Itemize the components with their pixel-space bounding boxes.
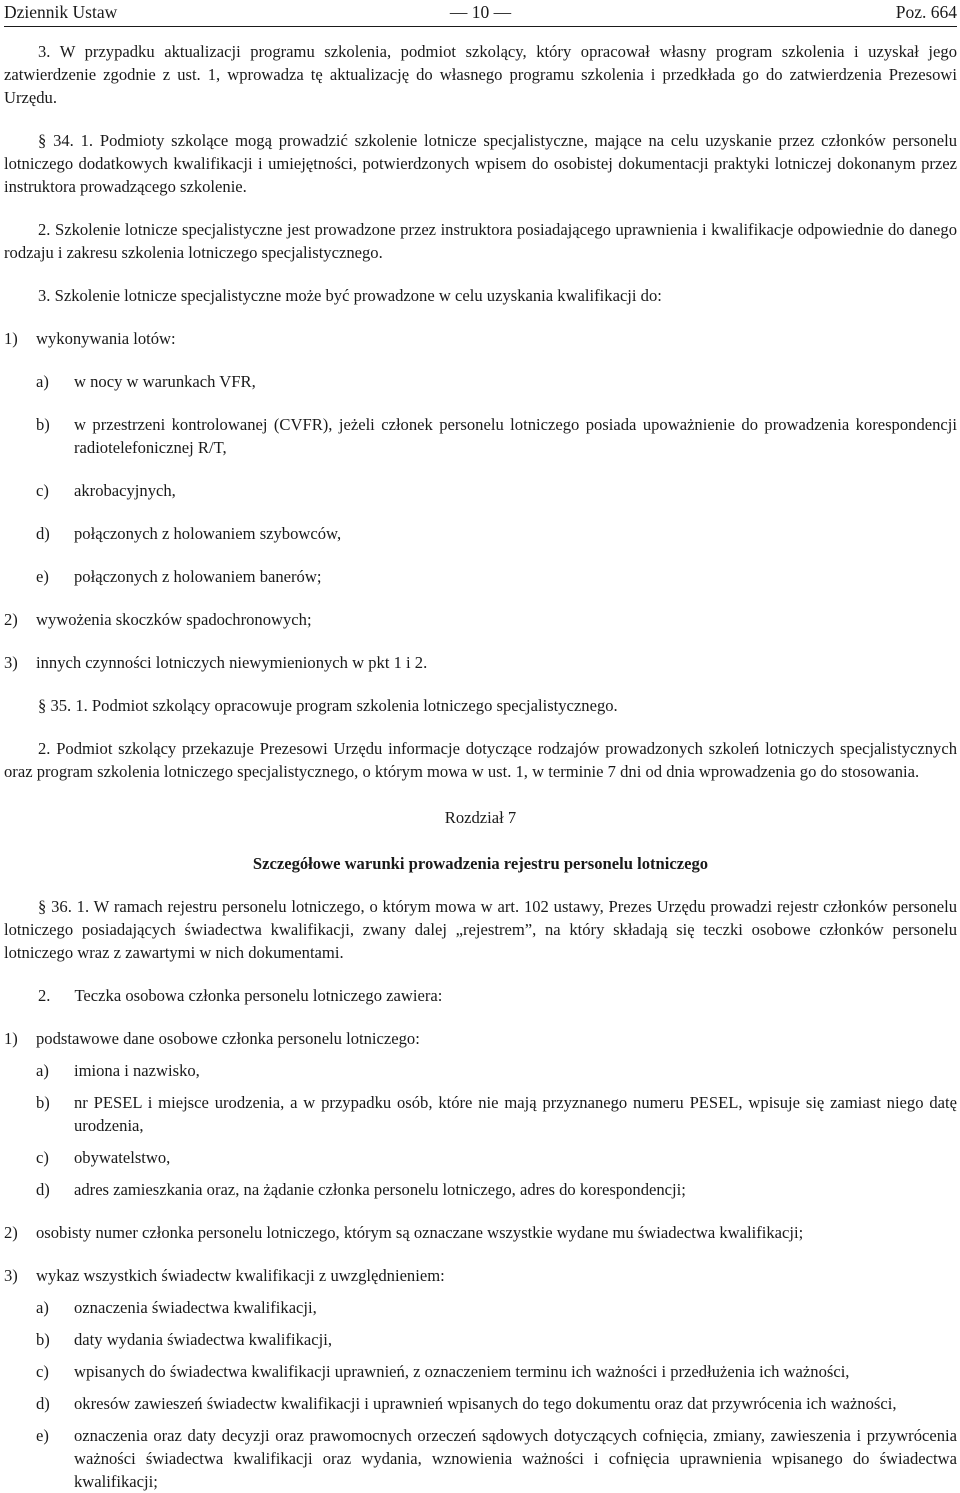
position-number: Poz. 664 [895, 2, 957, 22]
list-item-text: wywożenia skoczków spadochronowych; [36, 610, 312, 629]
document-body [4, 27, 957, 1493]
sub-list-item [4, 1392, 957, 1415]
sub-item-text: oznaczenia oraz daty decyzji oraz prawomocnych orzeczeń sądowych dotyczących cofnięcia, zmiany, zawieszenia i przywrócenia ważności świadectwa kwalifikacji oraz wydania, wznowienia ważności i cofnięcia uprawnienia wpisanego do świadectwa kwalifikacji; [74, 1426, 957, 1491]
sub-item-label-text: a) [36, 1298, 49, 1317]
sub-item-label [4, 1091, 74, 1137]
sub-item-text: okresów zawieszeń świadectw kwalifikacji i uprawnień wpisanych do tego dokumentu oraz dat przywrócenia ich ważności, [74, 1394, 897, 1413]
section-36-paragraph-1: § 36. 1. W ramach rejestru personelu lotniczego, o którym mowa w art. 102 ustawy, Prezes Urzędu prowadzi rejestr członków personelu lotniczego posiadających świadectwa kwalifikacji, zwany dalej „rejestrem”, na który składają się teczki osobowe członków personelu lotniczego wraz z zawartymi w nich dokumentami. [4, 897, 957, 962]
sub-list-item [4, 1091, 957, 1137]
page-header [4, 0, 957, 27]
sub-item-label-text: c) [36, 481, 49, 500]
list-item [4, 651, 957, 674]
sub-item-text: w przestrzeni kontrolowanej (CVFR), jeżeli członek personelu lotniczego posiada upoważnienie do prowadzenia korespondencji radiotelefonicznej R/T, [74, 415, 957, 457]
sub-item-label-text: d) [36, 1180, 50, 1199]
sub-list-item [4, 1424, 957, 1493]
sub-item-label-text: e) [36, 1426, 49, 1445]
sub-item-label [4, 370, 74, 393]
list-item-label: 2) [4, 1223, 18, 1242]
sub-list-item [4, 1328, 957, 1351]
sub-item-text: połączonych z holowaniem szybowców, [74, 524, 342, 543]
sub-item-label [4, 1146, 74, 1169]
sub-item-label-text: b) [36, 1330, 50, 1349]
section-36-paragraph-2 [4, 984, 957, 1007]
sub-list-item [4, 413, 957, 459]
list-item-text: wykonywania lotów: [36, 329, 176, 348]
list-item-label: 3) [4, 1266, 18, 1285]
sub-item-label [4, 413, 74, 459]
list-item-text: wykaz wszystkich świadectw kwalifikacji z uwzględnieniem: [36, 1266, 445, 1285]
sub-item-label [4, 1296, 74, 1319]
sub-item-label [4, 565, 74, 588]
sub-item-label-text: d) [36, 1394, 50, 1413]
sub-list-item [4, 522, 957, 545]
list-item-label: 2) [4, 610, 18, 629]
sub-list-item [4, 479, 957, 502]
list-item [4, 1221, 957, 1244]
chapter-title: Szczegółowe warunki prowadzenia rejestru personelu lotniczego [252, 854, 709, 873]
sub-item-label-text: c) [36, 1362, 49, 1381]
list-item-label: 1) [4, 329, 18, 348]
sub-item-label [4, 522, 74, 545]
paragraph-update-program: 3. W przypadku aktualizacji programu szkolenia, podmiot szkolący, który opracował własny program szkolenia i uzyskał jego zatwierdzenie zgodnie z ust. 1, wprowadza tę aktualizację do własnego programu szkolenia i przedkłada go do zatwierdzenia Prezesowi Urzędu. [4, 42, 957, 107]
sub-item-label-text: d) [36, 524, 50, 543]
sub-item-label [4, 1360, 74, 1383]
sub-item-label-text: b) [36, 1093, 50, 1112]
journal-title: Dziennik Ustaw [4, 2, 118, 22]
sub-list-item [4, 1178, 957, 1201]
paragraph-number: 2. [38, 986, 51, 1005]
sub-item-text: w nocy w warunkach VFR, [74, 372, 256, 391]
sub-item-label-text: e) [36, 567, 49, 586]
sub-list-item [4, 1360, 957, 1383]
section-35-paragraph-2: 2. Podmiot szkolący przekazuje Prezesowi Urzędu informacje dotyczące rodzajów prowadzonych szkoleń lotniczych specjalistycznych oraz program szkolenia lotniczego specjalistycznego, o którym mowa w ust. 1, w terminie 7 dni od dnia wprowadzenia go do stosowania. [4, 739, 957, 781]
sub-item-text: obywatelstwo, [74, 1148, 171, 1167]
list-item-text: podstawowe dane osobowe członka personelu lotniczego: [36, 1029, 420, 1048]
section-34-paragraph-1: § 34. 1. Podmioty szkolące mogą prowadzić szkolenie lotnicze specjalistyczne, mające na celu uzyskanie przez członków personelu lotniczego dodatkowych kwalifikacji i umiejętności, potwierdzonych wpisem do osobistej dokumentacji praktyki lotniczej dokonanym przez instruktora prowadzącego szkolenie. [4, 131, 957, 196]
sub-item-label [4, 1328, 74, 1351]
sub-list-item [4, 1296, 957, 1319]
list-item [4, 327, 957, 350]
page-number: — 10 — [449, 2, 512, 22]
list-item [4, 1264, 957, 1287]
sub-item-label [4, 1424, 74, 1493]
list-item [4, 1027, 957, 1050]
sub-item-text: oznaczenia świadectwa kwalifikacji, [74, 1298, 317, 1317]
sub-item-text: akrobacyjnych, [74, 481, 176, 500]
list-item-label: 1) [4, 1029, 18, 1048]
list-item-text: innych czynności lotniczych niewymienionych w pkt 1 i 2. [36, 653, 428, 672]
sub-item-text: imiona i nazwisko, [74, 1061, 200, 1080]
sub-item-label-text: b) [36, 415, 50, 434]
sub-item-label-text: a) [36, 372, 49, 391]
list-item-label: 3) [4, 653, 18, 672]
list-item [4, 608, 957, 631]
sub-item-text: adres zamieszkania oraz, na żądanie członka personelu lotniczego, adres do korespondencji; [74, 1180, 686, 1199]
sub-item-text: połączonych z holowaniem banerów; [74, 567, 322, 586]
sub-item-text: nr PESEL i miejsce urodzenia, a w przypadku osób, które nie mają przyznanego numeru PESEL, wpisuje się zamiast niego datę urodzenia, [74, 1093, 957, 1135]
sub-item-label [4, 1059, 74, 1082]
section-34-paragraph-3: 3. Szkolenie lotnicze specjalistyczne może być prowadzone w celu uzyskania kwalifikacji do: [38, 286, 662, 305]
sub-item-label-text: c) [36, 1148, 49, 1167]
paragraph-text: Teczka osobowa członka personelu lotniczego zawiera: [74, 986, 443, 1005]
sub-item-label-text: a) [36, 1061, 49, 1080]
sub-list-item [4, 565, 957, 588]
section-34-paragraph-2: 2. Szkolenie lotnicze specjalistyczne jest prowadzone przez instruktora posiadającego uprawnienia i kwalifikacje odpowiednie do danego rodzaju i zakresu szkolenia lotniczego specjalistycznego. [4, 220, 957, 262]
section-35-paragraph-1: § 35. 1. Podmiot szkolący opracowuje program szkolenia lotniczego specjalistycznego. [38, 696, 618, 715]
sub-list-item [4, 370, 957, 393]
chapter-number: Rozdział 7 [444, 808, 517, 827]
sub-item-label [4, 1392, 74, 1415]
sub-list-item [4, 1146, 957, 1169]
list-item-text: osobisty numer członka personelu lotniczego, którym są oznaczane wszystkie wydane mu świadectwa kwalifikacji; [36, 1223, 804, 1242]
sub-item-text: daty wydania świadectwa kwalifikacji, [74, 1330, 333, 1349]
sub-list-item [4, 1059, 957, 1082]
sub-item-label [4, 479, 74, 502]
sub-item-label [4, 1178, 74, 1201]
sub-item-text: wpisanych do świadectwa kwalifikacji uprawnień, z oznaczeniem terminu ich ważności i przedłużenia ich ważności, [74, 1362, 850, 1381]
